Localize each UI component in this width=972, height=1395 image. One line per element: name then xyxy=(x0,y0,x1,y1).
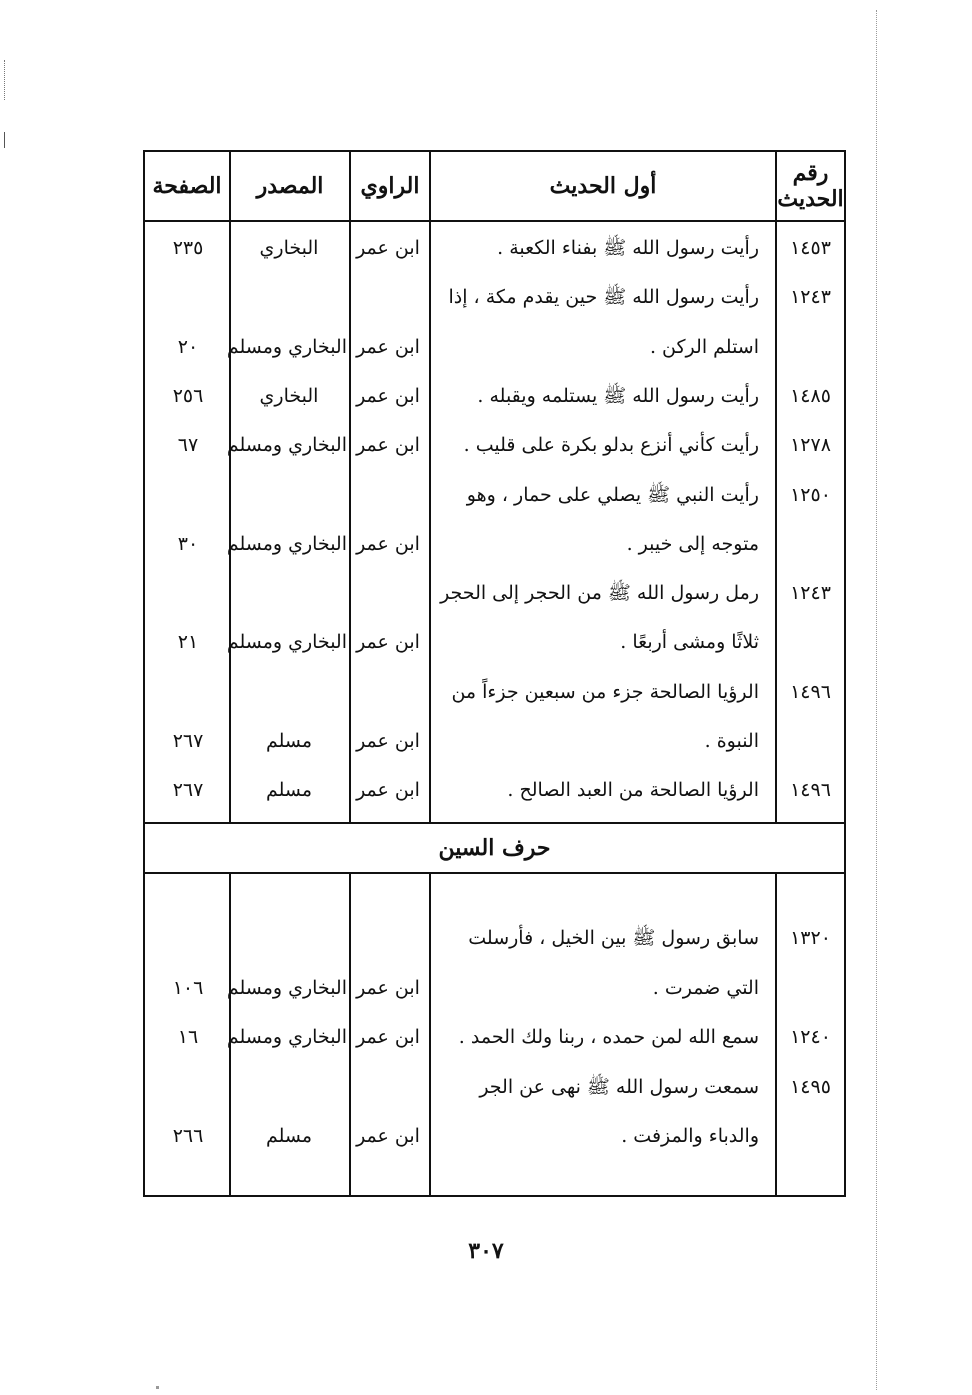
hadith-number-cell: ١٣٢٠ xyxy=(790,927,831,949)
hadith-number-cell xyxy=(777,524,844,564)
source-cell: البخاري ومسلم xyxy=(226,434,347,457)
narrator-cell: ابن عمر xyxy=(356,976,420,999)
header-hadith-start: أول الحديث xyxy=(549,173,657,199)
page-cell xyxy=(145,672,231,712)
page-cell: ٢٦٦ xyxy=(172,1125,204,1147)
hadith-text-cell: والدباء والمزفت . xyxy=(621,1125,759,1147)
column-divider xyxy=(429,152,431,822)
hadith-text-cell: رمل رسول الله ﷺ من الحجر إلى الحجر xyxy=(440,582,759,605)
hadith-index-table xyxy=(143,150,846,1197)
hadith-number-cell xyxy=(777,1116,844,1156)
page-cell xyxy=(145,475,231,515)
page-cell: ٢٠ xyxy=(177,335,199,358)
narrator-cell xyxy=(349,918,427,958)
hadith-text-cell: سابق رسول ﷺ بين الخيل ، فأرسلت xyxy=(468,927,759,949)
page-cell: ٢٥٦ xyxy=(172,384,204,407)
hadith-text-cell: ثلاثًا ومشى أربعًا . xyxy=(620,631,759,654)
hadith-text-cell: رأيت رسول الله ﷺ حين يقدم مكة ، إذا xyxy=(448,286,759,309)
hadith-text-cell: رأيت رسول الله ﷺ يستلمه ويقبله . xyxy=(477,384,759,407)
source-cell: البخاري ومسلم xyxy=(226,631,347,654)
narrator-cell xyxy=(349,475,427,515)
hadith-number-cell xyxy=(777,721,844,761)
header-rule xyxy=(145,220,844,222)
hadith-number-cell: ١٤٥٣ xyxy=(790,237,831,259)
hadith-number-cell: ١٤٨٥ xyxy=(790,384,831,407)
hadith-number-cell xyxy=(777,968,844,1008)
source-cell xyxy=(231,1067,347,1107)
column-divider xyxy=(429,874,431,1197)
page-cell: ٢١ xyxy=(177,631,199,654)
narrator-cell: ابن عمر xyxy=(356,237,420,259)
hadith-text-cell: سمع الله لمن حمده ، ربنا ولك الحمد . xyxy=(458,1026,759,1048)
hadith-text-cell: رأيت كأني أنزع بدلو بكرة على قليب . xyxy=(463,434,759,457)
header-hadith-number: رقم الحديث xyxy=(777,160,844,212)
hadith-text-cell: رأيت النبي ﷺ يصلي على حمار ، وهو xyxy=(466,483,759,506)
source-cell: البخاري ومسلم xyxy=(226,976,347,999)
header-source: المصدر xyxy=(256,173,324,199)
source-cell: البخاري ومسلم xyxy=(226,532,347,555)
page-cell: ٢٦٧ xyxy=(172,779,204,802)
hadith-text-cell: الرؤيا الصالحة جزء من سبعين جزءاً من xyxy=(451,680,759,703)
source-cell xyxy=(231,475,347,515)
hadith-text-cell: استلم الركن . xyxy=(649,335,759,358)
narrator-cell xyxy=(349,573,427,613)
hadith-text-cell: متوجه إلى خيبر . xyxy=(626,532,759,555)
source-cell: مسلم xyxy=(265,1125,313,1147)
page-cell: ٢٦٧ xyxy=(172,730,204,752)
hadith-number-cell: ١٢٤٣ xyxy=(790,582,831,605)
source-cell: البخاري ومسلم xyxy=(226,335,347,358)
hadith-number-cell: ١٢٥٠ xyxy=(790,483,831,506)
scan-edge-mark xyxy=(4,60,6,100)
hadith-number-cell: ١٢٤٠ xyxy=(790,1026,831,1048)
hadith-text-cell: الرؤيا الصالحة من العبد الصالح . xyxy=(507,779,759,802)
hadith-text-cell: سمعت رسول الله ﷺ نهى عن الجر xyxy=(479,1075,759,1098)
narrator-cell: ابن عمر xyxy=(356,384,420,407)
page-cell xyxy=(145,1067,231,1107)
narrator-cell xyxy=(349,277,427,317)
hadith-number-cell xyxy=(777,622,844,662)
narrator-cell: ابن عمر xyxy=(356,335,420,358)
hadith-number-cell: ١٢٤٣ xyxy=(790,286,831,309)
source-cell xyxy=(231,277,347,317)
page-cell: ١٠٦ xyxy=(172,976,204,999)
hadith-number-cell: ١٤٩٦ xyxy=(790,680,831,703)
page-cell xyxy=(145,573,231,613)
hadith-number-cell: ١٤٩٦ xyxy=(790,779,831,802)
hadith-text-cell: النبوة . xyxy=(704,730,759,752)
scan-edge-dots xyxy=(876,10,877,1390)
scan-edge-mark xyxy=(4,132,5,148)
hadith-number-cell: ١٤٩٥ xyxy=(790,1075,831,1098)
source-cell: البخاري xyxy=(259,384,319,407)
hadith-text-cell: رأيت رسول الله ﷺ بفناء الكعبة . xyxy=(497,237,759,259)
page-cell: ٦٧ xyxy=(177,434,199,457)
narrator-cell xyxy=(349,672,427,712)
narrator-cell: ابن عمر xyxy=(356,730,420,752)
page-number: ٣٠٧ xyxy=(468,1238,504,1264)
narrator-cell: ابن عمر xyxy=(356,1026,420,1048)
source-cell xyxy=(231,918,347,958)
narrator-cell: ابن عمر xyxy=(356,532,420,555)
hadith-number-cell xyxy=(777,327,844,367)
source-cell: مسلم xyxy=(265,779,313,802)
narrator-cell: ابن عمر xyxy=(356,779,420,802)
page-cell: ٢٣٥ xyxy=(172,237,204,259)
source-cell: البخاري xyxy=(259,237,319,259)
source-cell xyxy=(231,573,347,613)
narrator-cell xyxy=(349,1067,427,1107)
narrator-cell: ابن عمر xyxy=(356,434,420,457)
source-cell: البخاري ومسلم xyxy=(226,1026,347,1048)
page-cell: ٣٠ xyxy=(177,532,199,555)
hadith-number-cell: ١٢٧٨ xyxy=(790,434,831,457)
source-cell xyxy=(231,672,347,712)
page-cell xyxy=(145,918,231,958)
narrator-cell: ابن عمر xyxy=(356,1125,420,1147)
scan-speck xyxy=(156,1386,159,1389)
narrator-cell: ابن عمر xyxy=(356,631,420,654)
page-cell: ١٦ xyxy=(177,1026,199,1048)
section-title: حرف السين xyxy=(438,835,551,861)
header-page: الصفحة xyxy=(152,173,222,199)
hadith-text-cell: التي ضمرت . xyxy=(652,976,759,999)
source-cell: مسلم xyxy=(265,730,313,752)
page-cell xyxy=(145,277,231,317)
header-narrator: الراوي xyxy=(360,173,420,199)
